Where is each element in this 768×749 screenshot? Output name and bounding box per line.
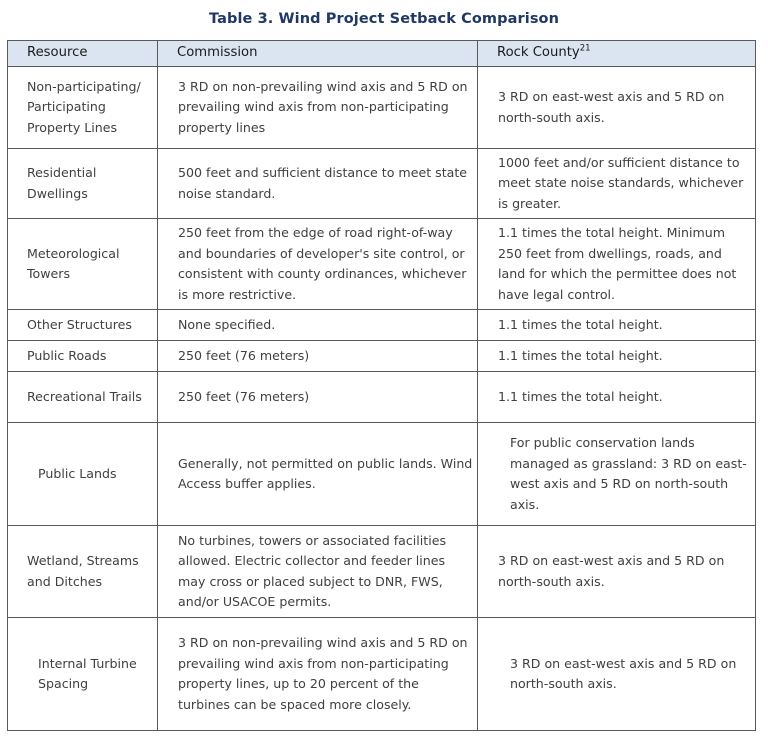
rock-county-cell: 1.1 times the total height.	[478, 310, 756, 341]
commission-cell: 3 RD on non-prevailing wind axis and 5 RD on prevailing wind axis from non-participating property lines, up to 20 percent of the turbines can be spaced more closely.	[158, 618, 478, 731]
rock-county-cell: For public conservation lands managed as grassland: 3 RD on east-west axis and 5 RD on north-south axis.	[478, 423, 756, 526]
resource-cell: Recreational Trails	[8, 372, 158, 423]
commission-cell: None specified.	[158, 310, 478, 341]
rock-county-cell: 1.1 times the total height.	[478, 341, 756, 372]
commission-cell: Generally, not permitted on public lands. Wind Access buffer applies.	[158, 423, 478, 526]
resource-cell: Internal Turbine Spacing	[8, 618, 158, 731]
commission-cell: No turbines, towers or associated facilities allowed. Electric collector and feeder lines may cross or placed subject to DNR, FWS, and/or USACOE permits.	[158, 526, 478, 618]
commission-cell: 500 feet and sufficient distance to meet state noise standard.	[158, 149, 478, 219]
header-commission: Commission	[158, 41, 478, 67]
resource-cell: Public Lands	[8, 423, 158, 526]
commission-cell: 250 feet (76 meters)	[158, 372, 478, 423]
table-title: Table 3. Wind Project Setback Comparison	[208, 11, 560, 27]
header-resource: Resource	[8, 41, 158, 67]
table-row	[8, 423, 756, 526]
table-row	[8, 149, 756, 219]
resource-cell: Public Roads	[8, 341, 158, 372]
header-row	[8, 41, 756, 67]
table-row	[8, 341, 756, 372]
footnote-marker: 21	[579, 43, 591, 54]
header-rock-county-label: Rock County	[497, 45, 580, 61]
rock-county-cell: 1.1 times the total height.	[478, 372, 756, 423]
table-row	[8, 372, 756, 423]
resource-cell: Non-participating/ Participating Property Lines	[8, 67, 158, 149]
table-row	[8, 219, 756, 310]
table-row	[8, 526, 756, 618]
commission-cell: 250 feet (76 meters)	[158, 341, 478, 372]
table-row	[8, 67, 756, 149]
commission-cell: 250 feet from the edge of road right-of-way and boundaries of developer's site control, or consistent with county ordinances, whichever is more restrictive.	[158, 219, 478, 310]
table-row	[8, 310, 756, 341]
rock-county-cell: 1.1 times the total height. Minimum 250 feet from dwellings, roads, and land for which the permittee does not have legal control.	[478, 219, 756, 310]
header-rock-county	[478, 41, 756, 67]
rock-county-cell: 3 RD on east-west axis and 5 RD on north-south axis.	[478, 67, 756, 149]
resource-cell: Wetland, Streams and Ditches	[8, 526, 158, 618]
resource-cell: Other Structures	[8, 310, 158, 341]
rock-county-cell: 1000 feet and/or sufficient distance to meet state noise standards, whichever is greater.	[478, 149, 756, 219]
rock-county-cell: 3 RD on east-west axis and 5 RD on north-south axis.	[478, 526, 756, 618]
setback-comparison-table	[7, 40, 756, 731]
commission-cell: 3 RD on non-prevailing wind axis and 5 RD on prevailing wind axis from non-participating property lines	[158, 67, 478, 149]
table-row	[8, 618, 756, 731]
resource-cell: Residential Dwellings	[8, 149, 158, 219]
resource-cell: Meteorological Towers	[8, 219, 158, 310]
rock-county-cell: 3 RD on east-west axis and 5 RD on north-south axis.	[478, 618, 756, 731]
